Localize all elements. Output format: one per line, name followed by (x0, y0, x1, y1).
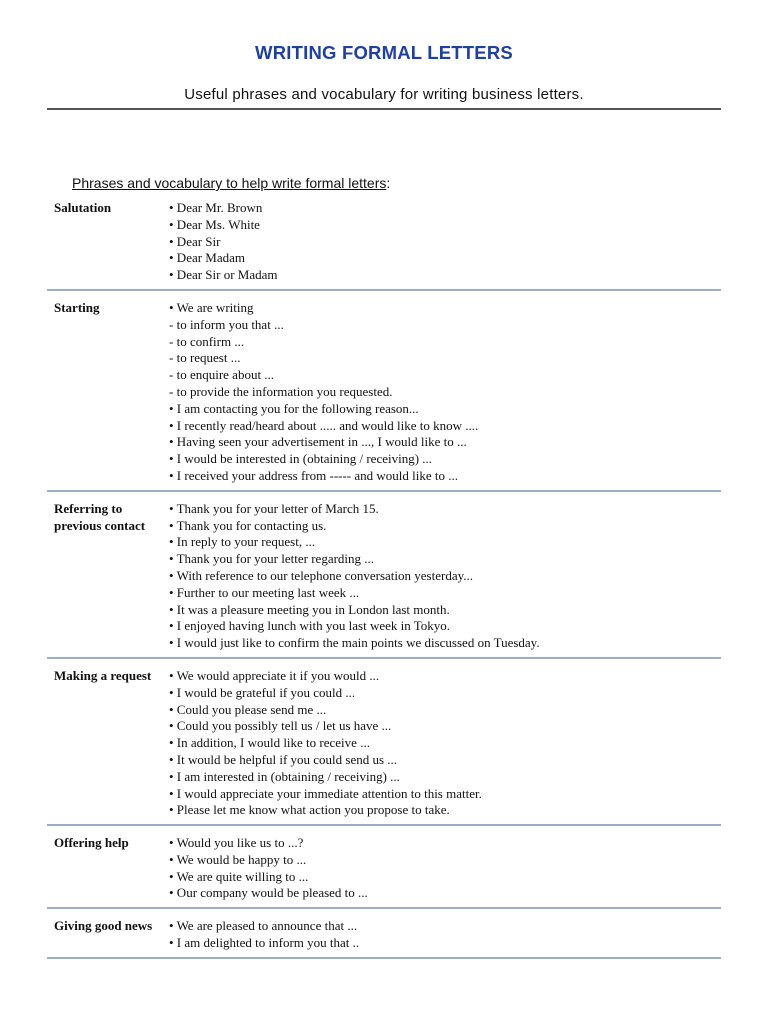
row-label: Making a request (54, 667, 152, 683)
phrase-item: • Dear Ms. White (169, 216, 260, 232)
phrase-item: - to inform you that ... (169, 316, 284, 332)
phrase-item: • We are writing (169, 299, 254, 315)
phrase-item: • Thank you for your letter of March 15. (169, 500, 379, 516)
phrase-item: • I would be interested in (obtaining / receiving) ... (169, 451, 433, 467)
phrase-item: - to confirm ... (169, 333, 245, 349)
phrase-item: - to enquire about ... (169, 367, 275, 383)
phrase-item: • I would be grateful if you could ... (169, 684, 356, 700)
phrase-item: • Dear Mr. Brown (169, 200, 263, 215)
phrase-row (47, 831, 721, 909)
row-label: Offering help (54, 835, 129, 851)
phrase-item: • I recently read/heard about ..... and would like to know .... (169, 417, 479, 433)
phrase-item: • I received your address from ----- and would like to ... (169, 467, 459, 483)
phrase-row (47, 664, 721, 826)
phrase-item: • In addition, I would like to receive ... (169, 735, 370, 751)
phrase-item: • With reference to our telephone conversation yesterday... (169, 567, 473, 583)
phrase-row (47, 196, 721, 291)
row-label: Salutation (54, 200, 112, 215)
phrase-item: • In reply to your request, ... (169, 534, 316, 550)
phrase-item: • I enjoyed having lunch with you last week in Tokyo. (169, 618, 451, 634)
phrase-item: • Would you like us to ...? (169, 835, 304, 851)
phrase-item: • Dear Sir or Madam (169, 267, 278, 283)
phrase-item: • I am delighted to inform you that .. (169, 935, 360, 951)
phrase-item: • Could you possibly tell us / let us have ... (169, 718, 392, 734)
phrase-list (169, 835, 368, 902)
page-title: WRITING FORMAL LETTERS (255, 42, 513, 63)
phrase-item: • Thank you for your letter regarding ... (169, 551, 375, 567)
phrase-item: • I am contacting you for the following reason... (169, 400, 419, 416)
phrase-list (169, 300, 478, 485)
phrase-table (47, 196, 721, 964)
section-heading (72, 175, 390, 191)
phrase-item: • We would be happy to ... (169, 851, 307, 867)
phrase-row (47, 914, 721, 959)
title-divider (47, 108, 721, 110)
phrase-row (47, 296, 721, 492)
phrase-item: - to provide the information you requested. (169, 383, 393, 399)
phrase-item: • We would appreciate it if you would ... (169, 667, 380, 683)
row-label: Giving good news (54, 918, 153, 934)
row-label: Starting (54, 299, 100, 315)
phrase-item: • I am interested in (obtaining / receiving) ... (169, 768, 400, 784)
page-subtitle: Useful phrases and vocabulary for writing business letters. (184, 86, 584, 103)
section-heading-colon: : (386, 175, 391, 191)
phrase-list (169, 501, 540, 652)
phrase-item: • It was a pleasure meeting you in London last month. (169, 601, 450, 617)
phrase-item: • Thank you for contacting us. (169, 517, 327, 533)
phrase-list (169, 200, 278, 284)
phrase-item: - to request ... (169, 350, 241, 366)
section-heading-text: Phrases and vocabulary to help write formal letters (72, 175, 387, 191)
phrase-item: • Having seen your advertisement in ..., I would like to ... (169, 434, 467, 450)
phrase-item: • Dear Madam (169, 250, 246, 266)
phrase-item: • We are pleased to announce that ... (169, 918, 358, 934)
phrase-row (47, 497, 721, 659)
phrase-list (169, 668, 482, 819)
phrase-item: • We are quite willing to ... (169, 868, 309, 884)
phrase-item: • Dear Sir (169, 233, 221, 249)
phrase-item: • I would just like to confirm the main points we discussed on Tuesday. (169, 635, 540, 651)
phrase-item: • Please let me know what action you propose to take. (169, 802, 450, 818)
phrase-item: • Further to our meeting last week ... (169, 584, 360, 600)
row-label: Referring to previous contact (54, 500, 146, 533)
phrase-item: • Could you please send me ... (169, 701, 327, 717)
phrase-item: • I would appreciate your immediate attention to this matter. (169, 785, 482, 801)
phrase-item: • It would be helpful if you could send us ... (169, 751, 398, 767)
phrase-item: • Our company would be pleased to ... (169, 885, 368, 901)
phrase-list (169, 918, 359, 952)
